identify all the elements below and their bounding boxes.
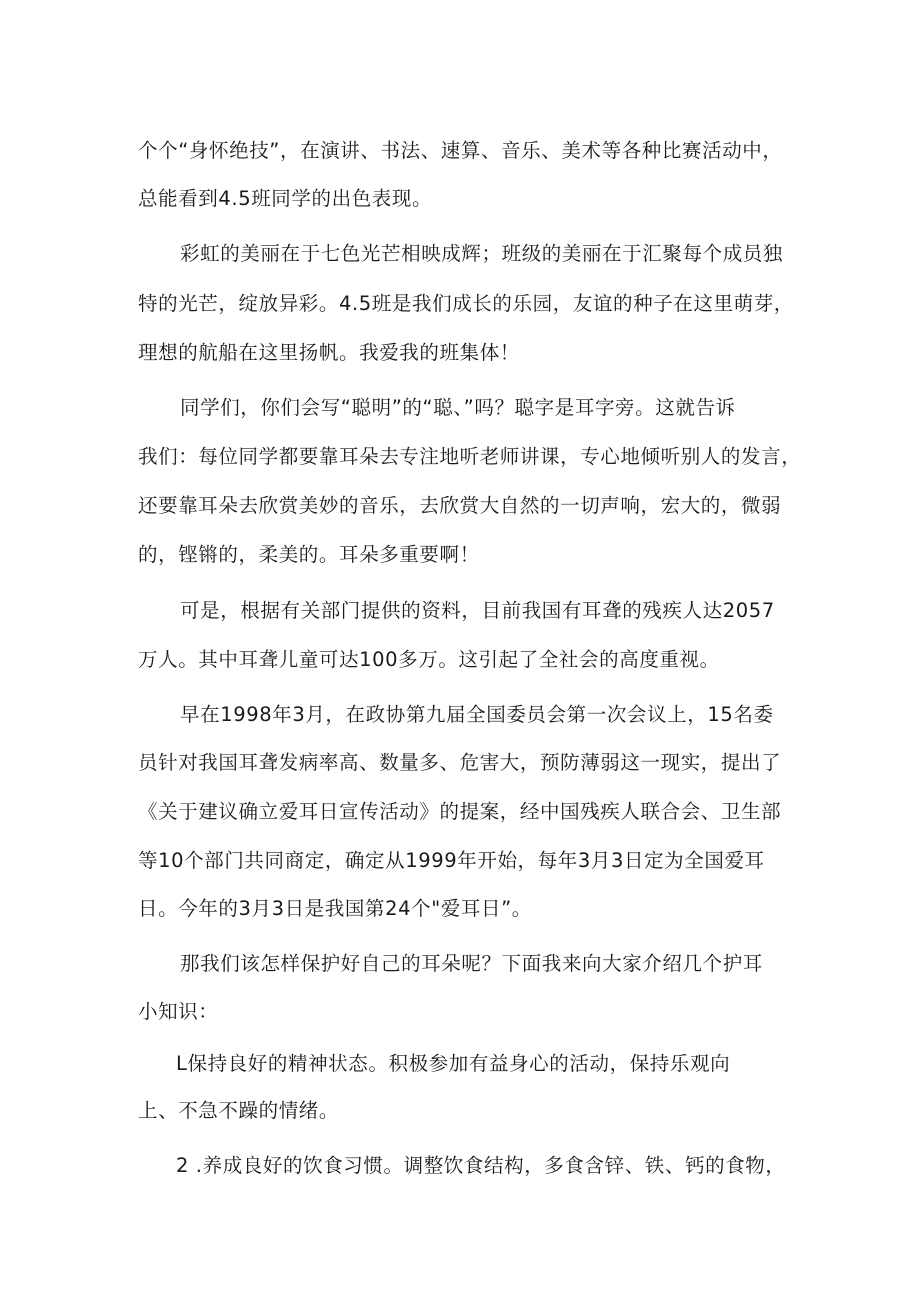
list-item-line: 2 .养成良好的饮食习惯。调整饮食结构，多食含锌、铁、钙的食物， (176, 1154, 786, 1177)
paragraph-line: 等10个部门共同商定，确定从1999年开始，每年3月3日定为全国爱耳 (138, 849, 765, 872)
paragraph-line: 的，铿锵的，柔美的。耳朵多重要啊！ (138, 543, 480, 566)
paragraph-line: 可是，根据有关部门提供的资料，目前我国有耳聋的残疾人达2057 (180, 599, 775, 622)
paragraph-line: 日。今年的3月3日是我国第24个"爱耳日”。 (138, 897, 532, 920)
paragraph-line: 那我们该怎样保护好自己的耳朵呢？下面我来向大家介绍几个护耳 (180, 952, 763, 975)
paragraph-line: 早在1998年3月，在政协第九届全国委员会第一次会议上，15名委 (180, 703, 774, 726)
paragraph-line: 特的光芒，绽放异彩。4.5班是我们成长的乐园，友谊的种子在这里萌芽， (138, 292, 794, 315)
paragraph-line: 个个“身怀绝技”，在演讲、书法、速算、音乐、美术等各种比赛活动中， (138, 139, 783, 162)
list-item-line: 上、不急不躁的情绪。 (138, 1099, 340, 1122)
paragraph-line: 小知识： (138, 1000, 219, 1023)
list-item-line: L保持良好的精神状态。积极参加有益身心的活动，保持乐观向 (176, 1052, 731, 1075)
paragraph-line: 万人。其中耳聋儿童可达100多万。这引起了全社会的高度重视。 (138, 648, 720, 671)
paragraph-line: 《关于建议确立爱耳日宣传活动》的提案，经中国残疾人联合会、卫生部 (138, 800, 782, 823)
paragraph-line: 员针对我国耳聋发病率高、数量多、危害大，预防薄弱这一现实，提出了 (138, 751, 782, 774)
paragraph-line: 我们：每位同学都要靠耳朵去专注地听老师讲课，专心地倾听别人的发言， (138, 445, 802, 468)
paragraph-line: 彩虹的美丽在于七色光芒相映成辉；班级的美丽在于汇聚每个成员独 (180, 242, 784, 265)
paragraph-line: 同学们，你们会写“聪明”的“聪、”吗？聪字是耳字旁。这就告诉 (180, 396, 736, 419)
paragraph-line: 理想的航船在这里扬帆。我爱我的班集体！ (138, 341, 520, 364)
paragraph-line: 总能看到4.5班同学的出色表现。 (138, 187, 433, 210)
paragraph-line: 还要靠耳朵去欣赏美妙的音乐，去欣赏大自然的一切声响，宏大的，微弱 (138, 494, 782, 517)
